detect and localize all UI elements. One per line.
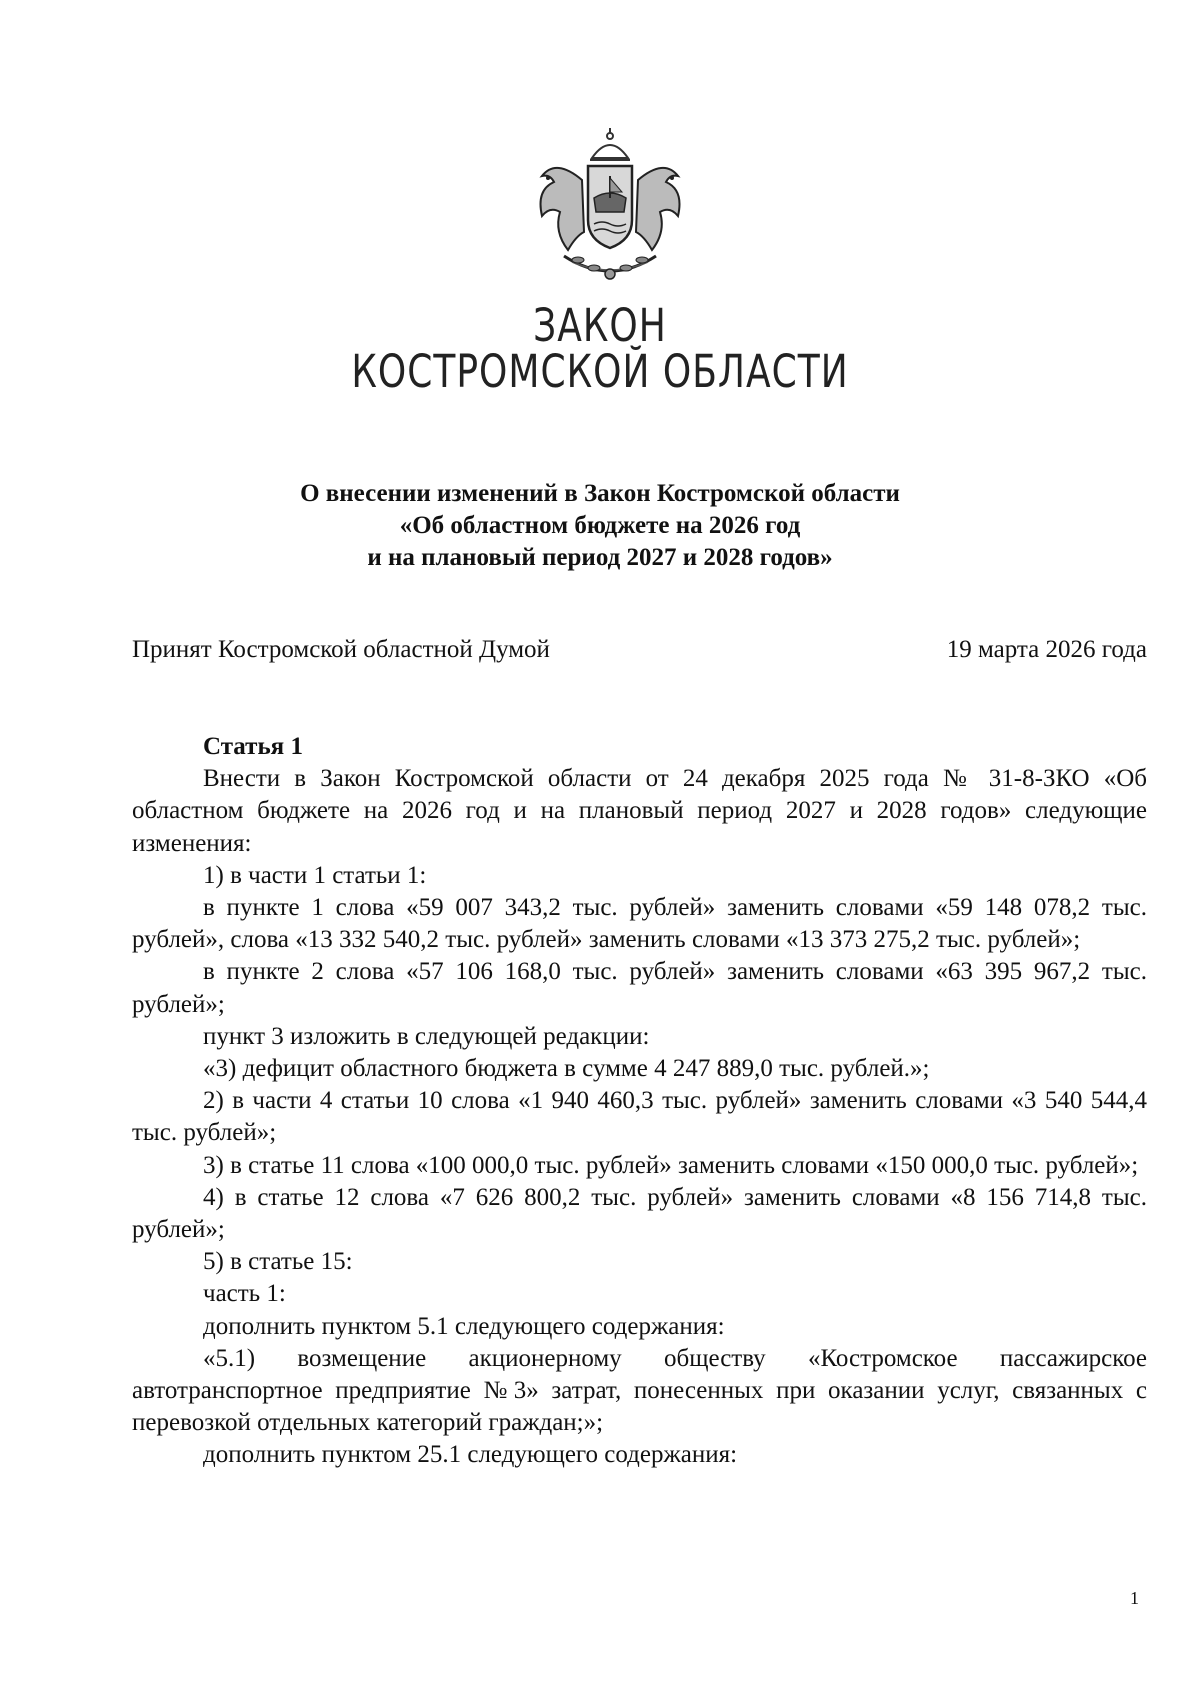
adoption-info — [132, 636, 1147, 664]
paragraph: 3) в статье 11 слова «100 000,0 тыс. рублей» заменить словами «150 000,0 тыс. рублей»; — [203, 1151, 1139, 1179]
article-body — [132, 731, 1147, 1472]
paragraph: 5) в статье 15: — [203, 1248, 353, 1276]
page-number: 1 — [1130, 1588, 1139, 1608]
paragraph: в пункте 2 слова «57 106 168,0 тыс. рублей» заменить словами «63 395 967,2 тыс. рублей»; — [132, 958, 1147, 1018]
paragraph: часть 1: — [203, 1280, 286, 1308]
paragraph: 1) в части 1 статьи 1: — [203, 861, 427, 889]
paragraph: «3) дефицит областного бюджета в сумме 4 247 889,0 тыс. рублей.»; — [203, 1055, 930, 1083]
subject-line-3: и на плановый период 2027 и 2028 годов» — [367, 544, 833, 571]
law-title-line2: КОСТРОМСКОЙ ОБЛАСТИ — [351, 346, 849, 399]
paragraph: 2) в части 4 статьи 10 слова «1 940 460,3 тыс. рублей» заменить словами «3 540 544,4 тыс. рублей»; — [132, 1087, 1147, 1147]
subject-line-1: О внесении изменений в Закон Костромской области — [300, 480, 900, 507]
subject-line-2: «Об областном бюджете на 2026 год — [399, 512, 801, 539]
paragraph: пункт 3 изложить в следующей редакции: — [203, 1022, 650, 1050]
paragraph: в пункте 1 слова «59 007 343,2 тыс. рублей» заменить словами «59 148 078,2 тыс. рублей», слова «13 332 540,2 тыс. рублей» заменить словами «13 373 275,2 тыс. рублей»; — [132, 894, 1147, 954]
law-subject — [0, 478, 1200, 574]
article-title: Статья 1 — [203, 733, 303, 760]
adoption-date: 19 марта 2026 года — [946, 636, 1147, 663]
paragraph: «5.1) возмещение акционерному обществу «Костромское пассажирское автотранспортное предприятие №3» затрат, понесенных при оказании услуг, связанных с перевозкой отдельных категорий граждан;»; — [132, 1344, 1147, 1437]
paragraph: дополнить пунктом 25.1 следующего содержания: — [203, 1441, 738, 1469]
paragraph: дополнить пунктом 5.1 следующего содержания: — [203, 1312, 725, 1340]
paragraph: Внести в Закон Костромской области от 24 декабря 2025 года № 31-8-ЗКО «Об областном бюджете на 2026 год и на плановый период 2027 и 2028 годов» следующие изменения: — [132, 765, 1147, 857]
law-title-line1: ЗАКОН — [533, 300, 667, 353]
adopted-by-label: Принят Костромской областной Думой — [132, 636, 550, 663]
coat-of-arms-icon — [520, 128, 700, 288]
paragraph: 4) в статье 12 слова «7 626 800,2 тыс. рублей» заменить словами «8 156 714,8 тыс. рублей»; — [132, 1183, 1147, 1244]
